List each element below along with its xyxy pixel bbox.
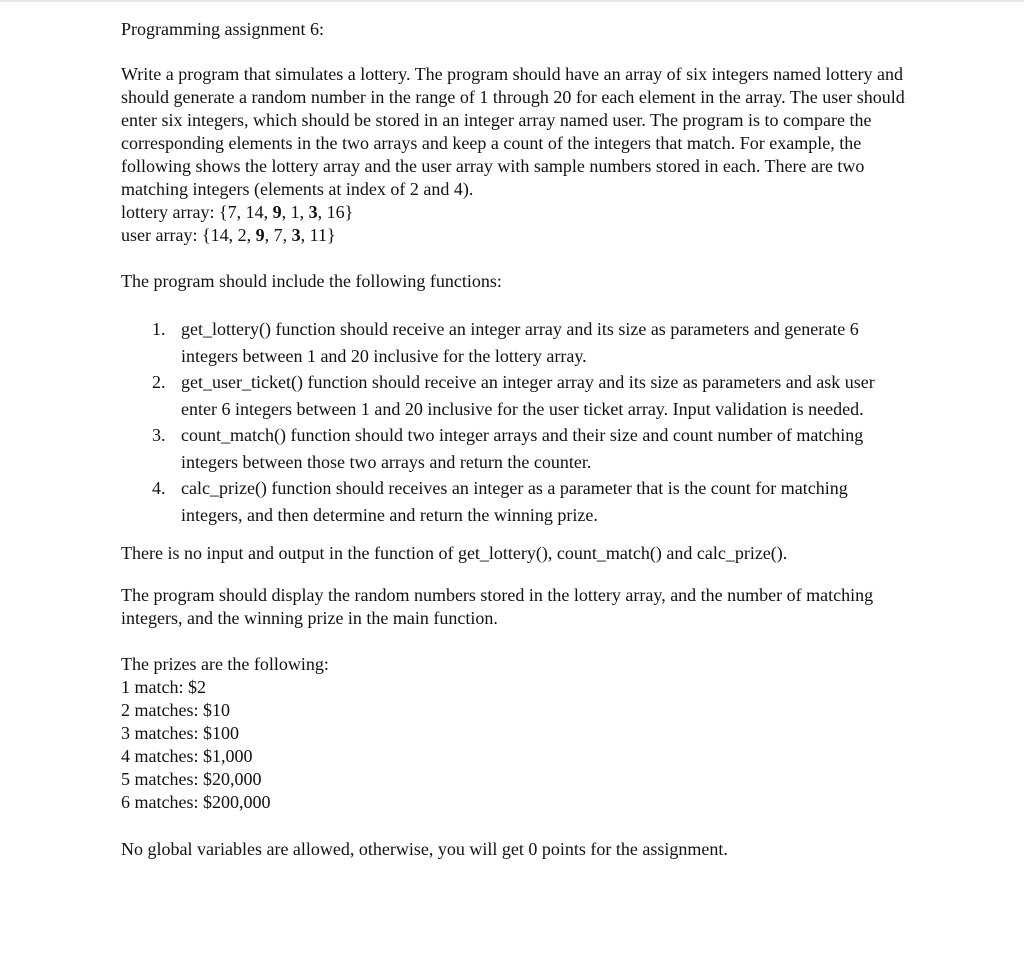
prizes-section: [121, 653, 911, 814]
prizes-heading: The prizes are the following:: [121, 654, 329, 674]
function-item-number: 2.: [152, 372, 166, 392]
final-note: No global variables are allowed, otherwise, you will get 0 points for the assignment.: [121, 839, 728, 859]
function-item-text: calc_prize() function should receives an integer as a parameter that is the count for matching integers, and then determine and return the winning prize.: [181, 478, 848, 525]
assignment-document: [121, 18, 911, 861]
array-value: 14: [245, 202, 264, 222]
function-item-text: get_user_ticket() function should receive an integer array and its size as parameters and ask user enter 6 integers between 1 and 20 inclusive for the user ticket array. Input validation is needed.: [181, 372, 875, 419]
function-item-number: 3.: [152, 425, 166, 445]
prize-line: 1 match: $2: [121, 677, 206, 697]
function-item: [121, 475, 911, 528]
function-item: [121, 422, 911, 475]
display-note: The program should display the random numbers stored in the lottery array, and the number of matching integers, and the winning prize in the main function.: [121, 585, 874, 628]
array-value: 9: [272, 202, 282, 222]
array-value: 1: [290, 202, 300, 222]
lottery-array-line: [121, 201, 911, 224]
user-array-line: [121, 224, 911, 247]
prize-line: 4 matches: $1,000: [121, 746, 253, 766]
prize-line: 3 matches: $100: [121, 723, 239, 743]
array-value: 9: [255, 225, 265, 245]
functions-intro: The program should include the following functions:: [121, 271, 502, 291]
intro-paragraph: Write a program that simulates a lottery. The program should have an array of six integers named lottery and should generate a random number in the range of 1 through 20 for each element in the array. The user should enter six integers, which should be stored in an integer array named user. The program is to compare the corresponding elements in the two arrays and keep a count of the integers that match. For example, the following shows the lottery array and the user array with sample numbers stored in each. There are two matching integers (elements at index of 2 and 4).: [121, 64, 905, 199]
lottery-array-values: {7, 14, 9, 1, 3, 16}: [218, 202, 354, 222]
function-item-number: 1.: [152, 319, 166, 339]
top-divider: [0, 0, 1024, 2]
array-value: 11: [309, 225, 327, 245]
array-value: 16: [326, 202, 345, 222]
array-value: 2: [237, 225, 247, 245]
function-item-text: count_match() function should two integer arrays and their size and count number of matching integers between those two arrays and return the counter.: [181, 425, 864, 472]
user-array-label: user array:: [121, 225, 202, 245]
array-value: 3: [291, 225, 301, 245]
function-item-text: get_lottery() function should receive an integer array and its size as parameters and generate 6 integers between 1 and 20 inclusive for the lottery array.: [181, 319, 859, 366]
array-value: 3: [308, 202, 318, 222]
assignment-title: Programming assignment 6:: [121, 19, 324, 39]
function-item-number: 4.: [152, 478, 166, 498]
array-value: 14: [210, 225, 229, 245]
functions-list: [121, 316, 911, 528]
array-value: 7: [227, 202, 237, 222]
prize-line: 2 matches: $10: [121, 700, 230, 720]
user-array-values: {14, 2, 9, 7, 3, 11}: [201, 225, 336, 245]
lottery-array-label: lottery array:: [121, 202, 219, 222]
function-item: [121, 316, 911, 369]
array-value: 7: [273, 225, 283, 245]
io-note: There is no input and output in the function of get_lottery(), count_match() and calc_prize().: [121, 543, 788, 563]
prize-line: 5 matches: $20,000: [121, 769, 262, 789]
prize-line: 6 matches: $200,000: [121, 792, 271, 812]
function-item: [121, 369, 911, 422]
